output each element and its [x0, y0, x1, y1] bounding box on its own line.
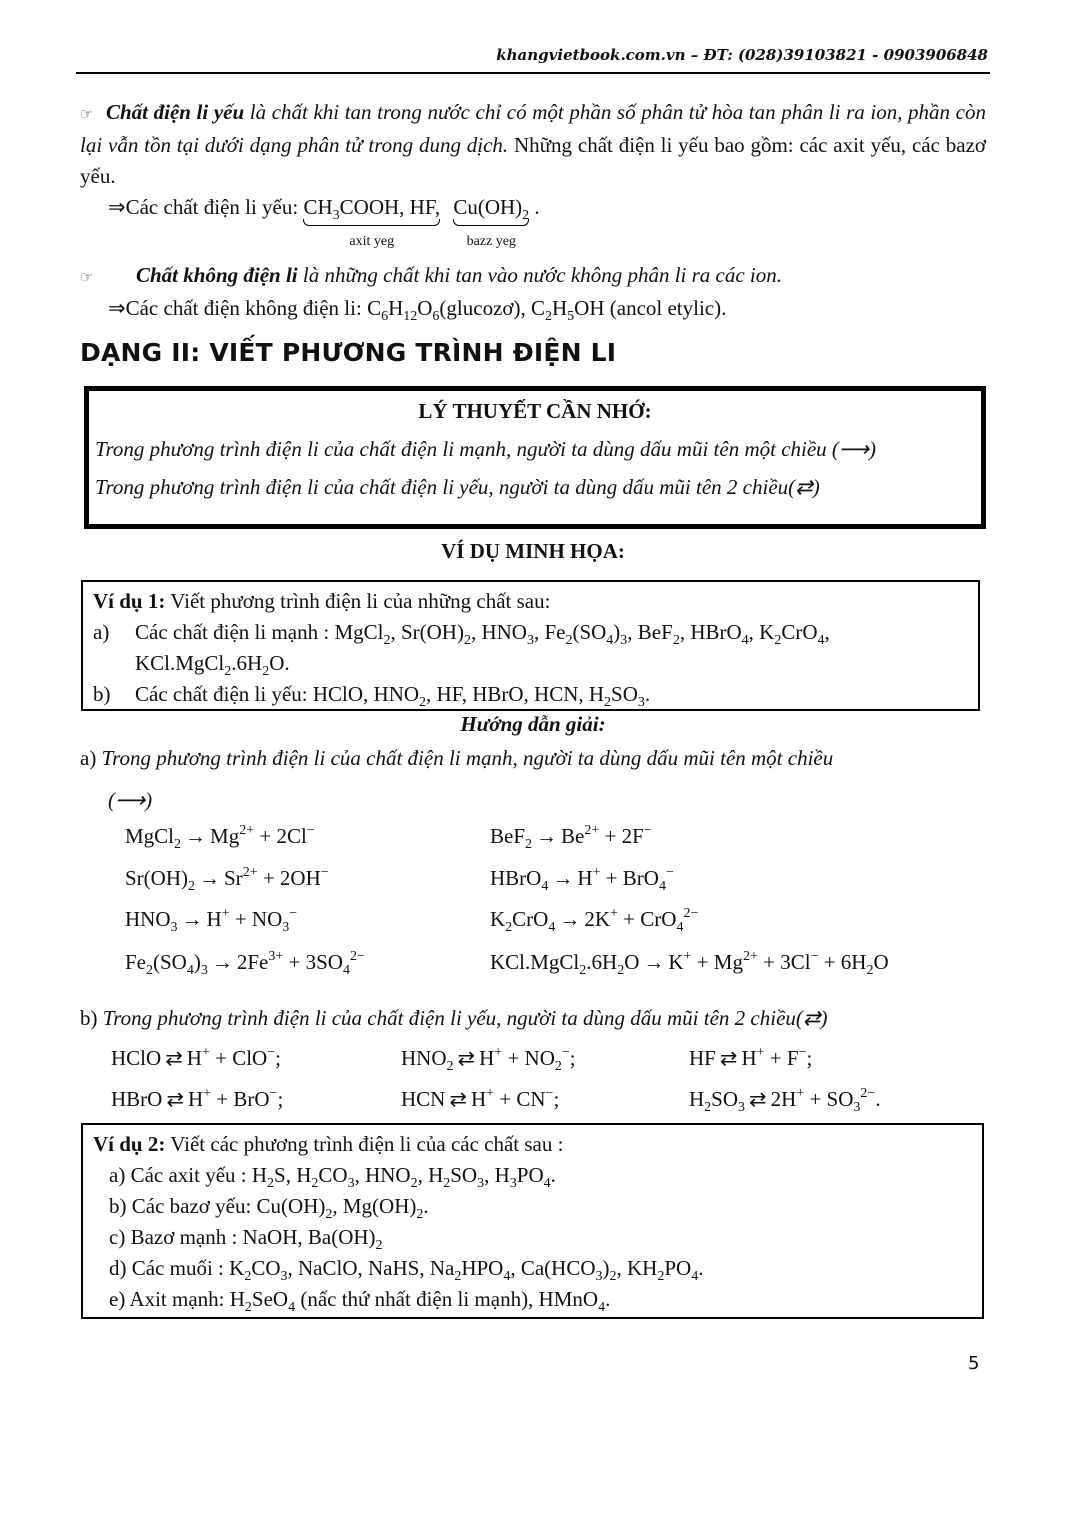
weak-conclusion: ⇒Các chất điện li yếu: $CH_3COOH$, HF, axit yeg $Cu(OH)_2$ bazz yeg . [108, 192, 540, 223]
implies-arrow-icon: ⇒ [108, 296, 126, 320]
equation-hno3: $HNO_3 \to H^+ + NO_3^-$ [125, 906, 298, 935]
example-2-box [81, 1123, 984, 1319]
section-title: DẠNG II: VIẾT PHƯƠNG TRÌNH ĐIỆN LI [80, 338, 617, 367]
weak-acids: $CH_3COOH$, HF, [303, 195, 441, 223]
equation-fe2so43: $Fe_2(SO_4)_3 \to 2Fe^{3+} + 3SO_4^{2-}$ [125, 949, 365, 978]
bases-brace [453, 192, 530, 249]
acids-caption: axit yeg [349, 234, 395, 249]
theory-line-weak: Trong phương trình điện li của chất điện li yếu, người ta dùng dấu mũi tên 2 chiều(⇄) [95, 475, 820, 499]
example-2-prompt [93, 1129, 972, 1160]
example-1-label: Ví dụ 1: [93, 589, 166, 613]
term-weak: Chất điện li yếu [106, 100, 245, 124]
non-electrolyte-definition [80, 260, 782, 293]
implies-arrow-icon: ⇒ [108, 195, 126, 219]
solution-a-intro [80, 743, 986, 774]
example-1-prompt-text: Viết phương trình điện li của những chất sau: [165, 589, 551, 613]
non-conclusion [108, 293, 726, 324]
bases-caption: bazz yeg [466, 234, 516, 249]
example-1-item-b [93, 679, 968, 710]
item-a-label: a) [93, 620, 110, 644]
non-conclusion-prefix: Các chất điện không điện li: [125, 296, 368, 320]
solution-b-intro [80, 1003, 986, 1034]
pointing-hand-icon: ☞ [80, 105, 94, 123]
equation-hf: HF ⇄ H+ + F−; [689, 1045, 813, 1070]
solution-a-text: Trong phương trình điện li của chất điện li mạnh, người ta dùng dấu mũi tên một chiều [101, 746, 834, 770]
solution-b-text: Trong phương trình điện li của chất điện li yếu, người ta dùng dấu mũi tên 2 chiều(⇄) [102, 1006, 828, 1030]
equation-hclo: HClO ⇄ H+ + ClO−; [111, 1045, 281, 1070]
example-2-label: Ví dụ 2: [93, 1132, 166, 1156]
equation-sroh2: $Sr(OH)_2 \to Sr^{2+} + 2OH^-$ [125, 865, 329, 894]
theory-title: LÝ THUYẾT CẦN NHỚ: [418, 399, 652, 423]
example-2-prompt-text: Viết các phương trình điện li của các chất sau : [165, 1132, 564, 1156]
example-2-item-a: a) Các axit yếu : $H_2S$, $H_2CO_3$, $HNO_2$, $H_2SO_3$, $H_3PO_4$. [109, 1163, 556, 1191]
equation-k2cro4: $K_2CrO_4 \to 2K^+ + CrO_4^{2-}$ [490, 906, 699, 935]
item-a-text: Các chất điện li mạnh : MgCl$_2$, $Sr(OH)_2$, $HNO_3$, $Fe_2(SO_4)_3$, BeF$_2$, HBrO$_4$, $K_2CrO_4$, $KCl.MgCl_2.6H_2O$. [135, 620, 830, 679]
underbrace [303, 219, 440, 226]
solution-a-label: a) [80, 746, 97, 770]
example-1-box [81, 580, 980, 711]
header-rule [76, 72, 990, 74]
term-non: Chất không điện li [136, 263, 298, 287]
theory-line-strong: Trong phương trình điện li của chất điện li mạnh, người ta dùng dấu mũi tên một chiều (⟶) [95, 437, 877, 461]
example-1-item-a [93, 617, 968, 679]
weak-tail: Những chất điện li yếu bao gồm: các axit yếu, các bazơ yếu. [80, 133, 986, 188]
page-number: 5 [968, 1353, 980, 1374]
solution-a-arrow: (⟶) [108, 788, 153, 812]
equation-bef2: $BeF_2 \to Be^{2+} + 2F^-$ [490, 823, 652, 852]
item-b-label: b) [93, 682, 111, 706]
solution-b-label: b) [80, 1006, 98, 1030]
example-2-item-b: b) Các bazơ yếu: $Cu(OH)_2$, $Mg(OH)_2$. [109, 1194, 429, 1222]
equation-hbro4: HBrO$_4$ → H+ + BrO$_4$− [490, 865, 674, 894]
weak-electrolyte-definition [80, 97, 986, 192]
page-header: khangvietbook.com.vn – ĐT: (028)39103821 - 0903906848 [496, 46, 988, 64]
item-b-text: Các chất điện li yếu: HClO, $HNO_2$, HF, HBrO, HCN, $H_2SO_3$. [135, 682, 651, 710]
equation-h2so3: $H_2SO_3$ ⇄ $2H^+ + SO_3^{2-}$. [689, 1086, 881, 1115]
example-2-item-e: e) Axit mạnh: $H_2SeO_4$ (nấc thứ nhất điện li mạnh), HMnO$_4$. [109, 1287, 611, 1315]
non-examples: $C_6H_{12}O_6(glucozơ)$, $C_2H_5OH$ (ancol etylic). [367, 296, 727, 324]
weak-definition: là chất khi tan trong nước chỉ có một phần số phân tử hòa tan phân li ra ion, phần còn lại vẫn tồn tại dưới dạng phân tử trong dung dịch. [80, 100, 986, 157]
non-definition: là những chất khi tan vào nước không phân li ra các ion. [297, 263, 783, 287]
equation-hno2: $HNO_2$ ⇄ $H^+ + NO_2^-$; [401, 1045, 576, 1074]
example-1-prompt [93, 586, 968, 617]
example-2-item-d: d) Các muối : $K_2CO_3$, NaClO, NaHS, $Na_2HPO_4$, $Ca(HCO_3)_2$, $KH_2PO_4$. [109, 1256, 704, 1284]
equation-hcn: HCN ⇄ H+ + CN−; [401, 1086, 560, 1111]
theory-box [84, 386, 986, 529]
underbrace [453, 219, 529, 226]
equation-mgcl2: MgCl$_2$ → $Mg^{2+} + 2Cl^-$ [125, 823, 315, 852]
pointing-hand-icon: ☞ [80, 268, 94, 286]
equation-hbro: HBrO ⇄ H+ + BrO−; [111, 1086, 284, 1111]
examples-title: VÍ DỤ MINH HỌA: [441, 539, 625, 563]
equation-carnallite: $KCl.MgCl_2.6H_2O \to K^+ + Mg^{2+} + 3Cl^- + 6H_2O$ [490, 949, 889, 978]
weak-conclusion-prefix: Các chất điện li yếu: [125, 195, 299, 219]
solution-title: Hướng dẫn giải: [460, 712, 606, 736]
example-2-item-c: c) Bazơ mạnh : NaOH, $Ba(OH)_2$ [109, 1225, 383, 1253]
weak-bases: $Cu(OH)_2$ [453, 195, 530, 223]
acids-brace [303, 192, 441, 249]
